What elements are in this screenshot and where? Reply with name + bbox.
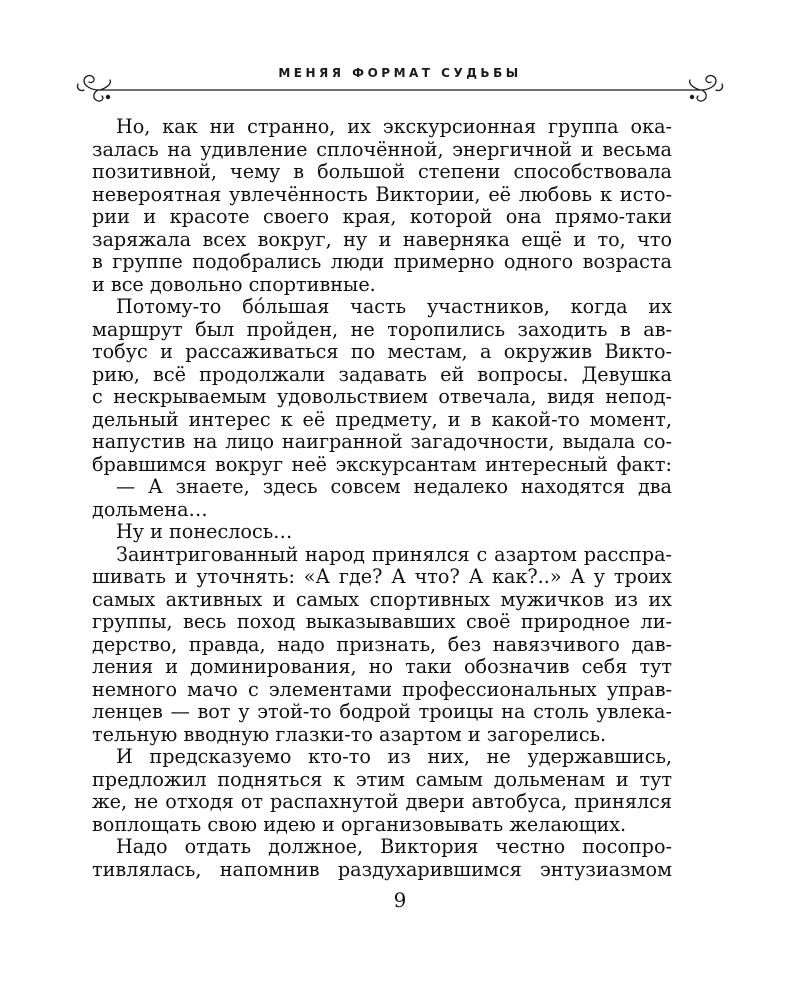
text-line: и все довольно спортивные. [92,272,376,296]
text-line: дольмена… [92,497,208,521]
text-line: напустив на лицо наигранной загадочности, выдала со- [92,430,672,453]
text-line: Потому-то бóльшая часть участников, когда их [116,295,672,318]
text-line: дерство, правда, надо признать, без навязчивого дав- [92,632,672,656]
text-line: тивлялась, напомнив раздухарившимся энтузиазмом [92,857,672,881]
text-line: залась на удивление сплочённой, энергичной и весьма [92,137,672,161]
text-line: невероятная увлечённость Виктории, её любовь к исто- [92,182,672,206]
text-line: Заинтригованный народ принялся с азартом расспра- [116,542,672,566]
body-text [92,116,672,881]
text-line: заряжала всех вокруг, ну и наверняка ещё и то, что [92,227,672,251]
text-line: И предсказуемо кто-то из них, не удержавшись, [116,745,672,768]
text-line: в группе подобрались люди примерно одного возраста [92,250,672,273]
text-line: тобус и рассаживаться по местам, а окружив Викто- [92,340,672,363]
text-line: ленцев — вот у этой-то бодрой троицы на столь увлека- [92,700,672,723]
page-number: 9 [393,888,407,912]
text-line: бравшимся вокруг неё экскурсантам интересный факт: [92,452,672,476]
text-line: ления и доминирования, но таки обозначив себя тут [92,655,672,678]
text-line: позитивной, чему в большой степени способствовала [92,160,672,183]
text-line: Надо отдать должное, Виктория честно посопро- [116,835,672,858]
text-line: немного мачо с элементами профессиональных управ- [92,677,672,701]
text-line: — А знаете, здесь совсем недалеко находятся два [116,475,672,498]
text-line: воплощать свою идею и организовывать желающих. [92,812,627,836]
text-line: тельную вводную глазки-то азартом и загорелись. [92,722,607,746]
text-line: самых активных и самых спортивных мужичков из их [92,587,672,611]
text-line: предложил подняться к этим самым дольменам и тут [92,767,672,791]
running-header [70,58,730,108]
text-line: рию, всё продолжали задавать ей вопросы. Девушка [92,362,672,386]
text-line: маршрут был пройден, не торопились заходить в ав- [92,317,672,341]
running-title: МЕНЯЯ ФОРМАТ СУДЬБЫ [278,66,522,80]
text-line: дельный интерес к её предмету, и в какой-то момент, [92,407,672,431]
text-line: группы, весь поход выказывавших своё природное ли- [92,610,672,633]
text-line: Но, как ни странно, их экскурсионная группа ока- [116,115,672,138]
text-line: же, не отходя от распахнутой двери автобуса, принялся [92,790,672,813]
text-line: с нескрываемым удовольствием отвечала, видя непод- [92,385,672,408]
text-line: шивать и уточнять: «А где? А что? А как?..» А у троих [92,565,672,588]
text-line: Ну и понеслось… [116,520,293,543]
text-line: рии и красоте своего края, которой она прямо-таки [92,205,672,228]
